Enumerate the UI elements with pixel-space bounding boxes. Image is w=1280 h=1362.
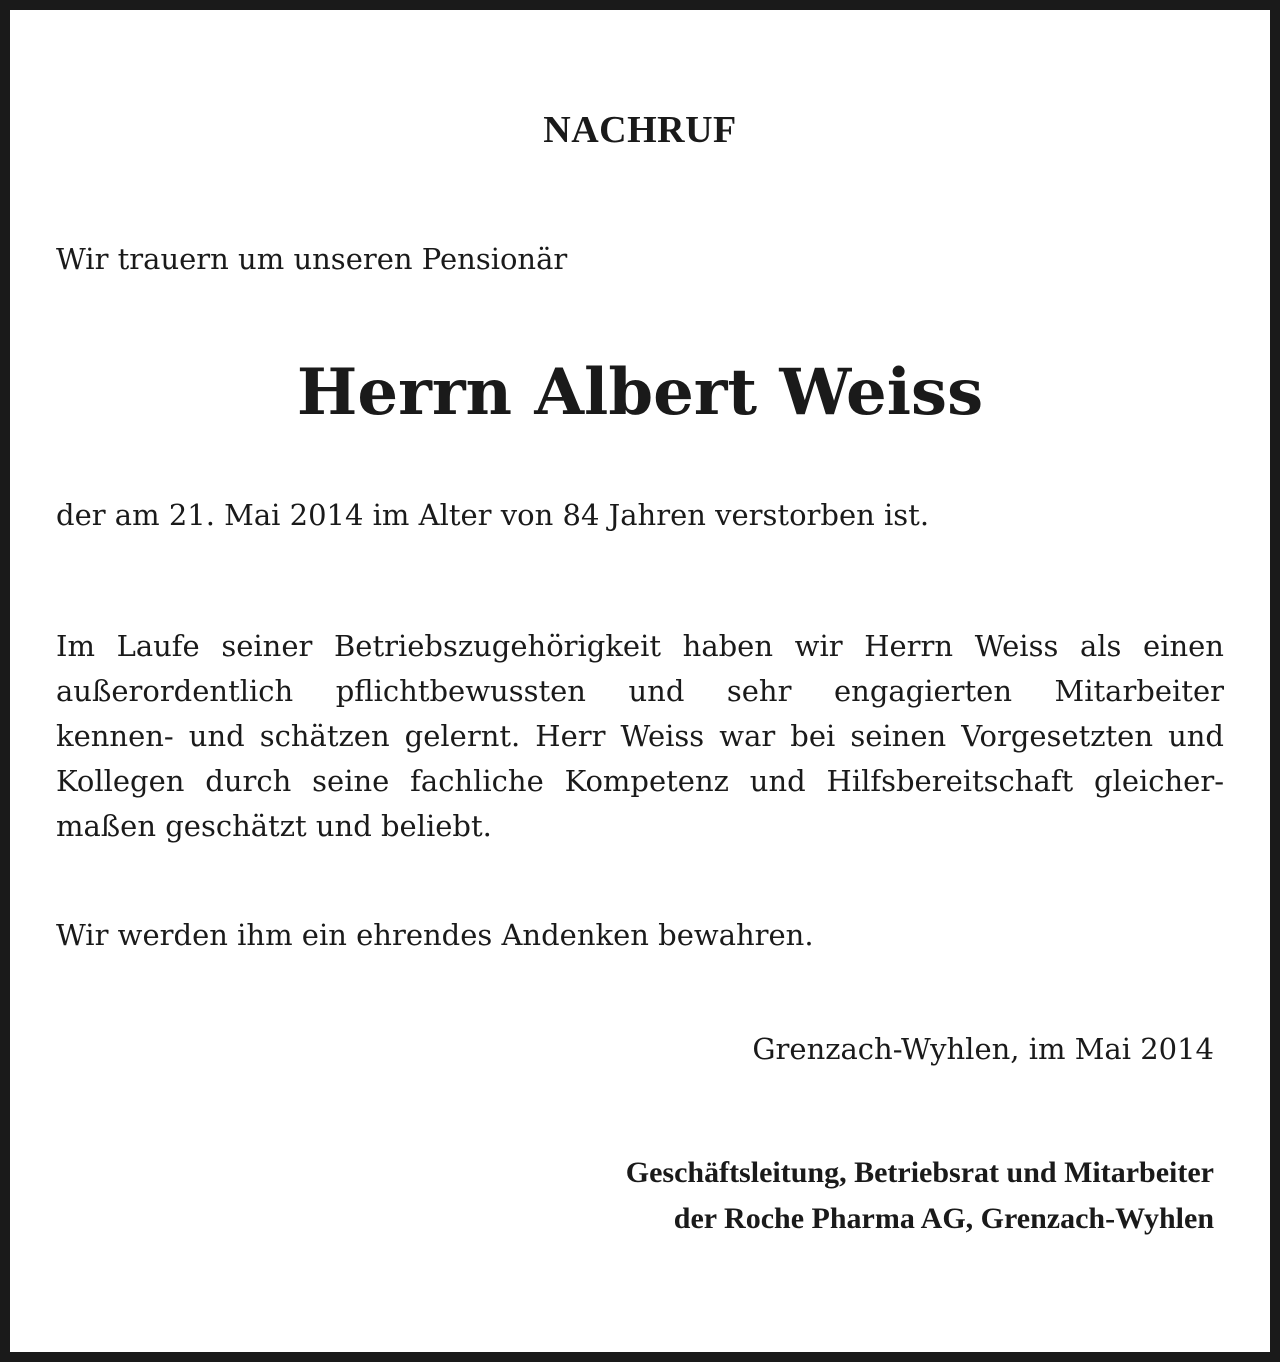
closing-text: Wir werden ihm ein ehrendes Andenken bewahren. — [56, 918, 814, 952]
tribute-paragraph — [56, 624, 1224, 849]
paragraph-line: kennen- und schätzen gelernt. Herr Weiss war bei seinen Vorgesetzten und — [56, 719, 1224, 753]
signature-block — [626, 1150, 1214, 1242]
intro-text: Wir trauern um unseren Pensionär — [56, 242, 568, 276]
paragraph-line: maßen geschätzt und beliebt. — [56, 809, 492, 843]
paragraph-line: Im Laufe seiner Betriebszugehörigkeit haben wir Herrn Weiss als einen — [56, 629, 1224, 663]
paragraph-line: Kollegen durch seine fachliche Kompetenz und Hilfsbereitschaft gleicher- — [56, 764, 1224, 798]
death-date-text: der am 21. Mai 2014 im Alter von 84 Jahren verstorben ist. — [56, 498, 930, 532]
place-date: Grenzach-Wyhlen, im Mai 2014 — [752, 1032, 1214, 1066]
notice-heading: NACHRUF — [543, 109, 737, 151]
signature-line: der Roche Pharma AG, Grenzach-Wyhlen — [673, 1202, 1214, 1235]
signature-line: Geschäftsleitung, Betriebsrat und Mitarbeiter — [625, 1156, 1214, 1189]
deceased-name: Herrn Albert Weiss — [296, 355, 984, 430]
paragraph-line: außerordentlich pflichtbewussten und sehr engagierten Mitarbeiter — [56, 674, 1224, 708]
